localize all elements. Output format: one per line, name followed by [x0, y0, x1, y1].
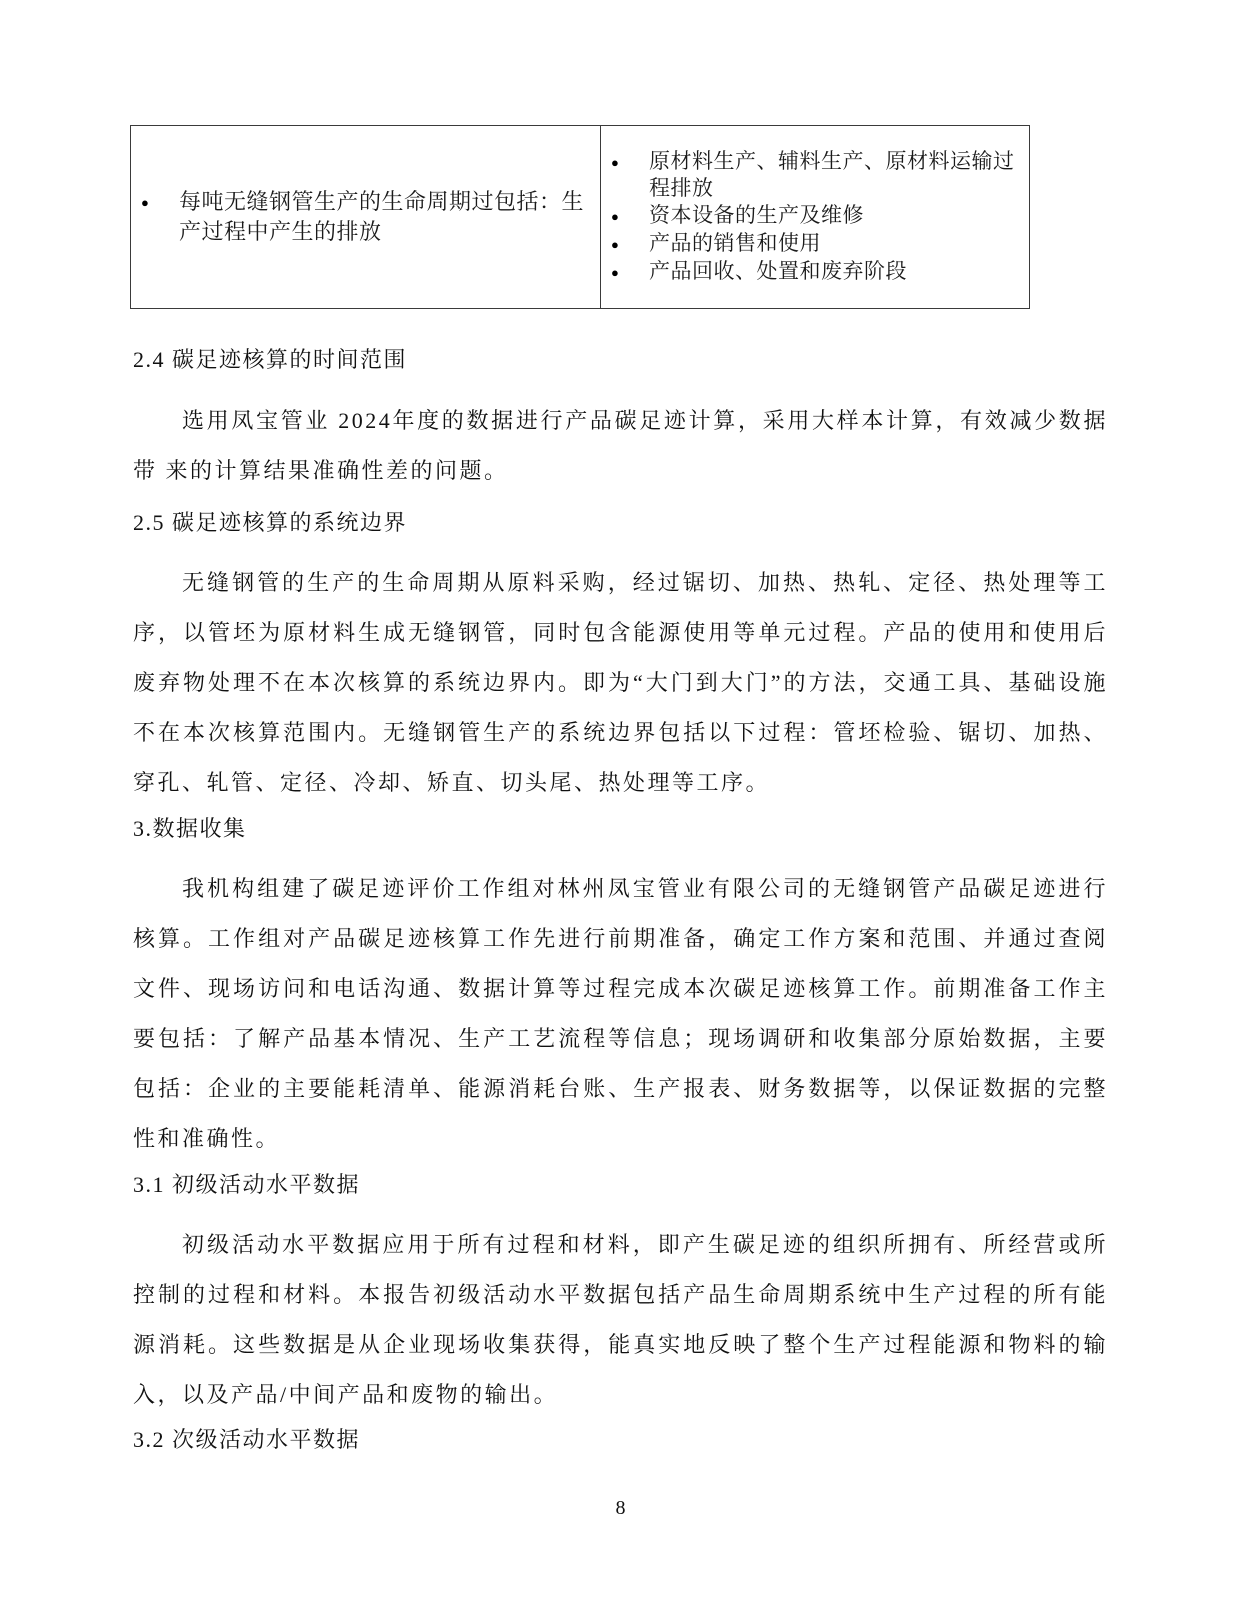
list-item	[141, 187, 588, 247]
table-left-item-text: 每吨无缝钢管生产的生命周期过包括：生产过程中产生的排放	[179, 189, 585, 244]
bullet-icon: ●	[611, 209, 619, 224]
lifecycle-emissions-table	[130, 125, 1030, 309]
section-heading-3-2: 3.2 次级活动水平数据	[133, 1427, 361, 1452]
bullet-icon: ●	[611, 155, 619, 170]
section-paragraph-2-5: 无缝钢管的生产的生命周期从原料采购，经过锯切、加热、热轧、定径、热处理等工序，以管坯为原材料生成无缝钢管，同时包含能源使用等单元过程。产品的使用和使用后废弃物处理不在本次核算的系统边界内。即为“大门到大门”的方法，交通工具、基础设施不在本次核算范围内。无缝钢管生产的系统边界包括以下过程：管坯检验、锯切、加热、穿孔、轧管、定径、冷却、矫直、切头尾、热处理等工序。	[133, 570, 1108, 795]
bullet-icon: ●	[611, 237, 619, 252]
list-item	[611, 148, 1017, 202]
table-cell-left	[131, 126, 601, 309]
list-item	[611, 230, 1017, 258]
section-paragraph-3-1: 初级活动水平数据应用于所有过程和材料，即产生碳足迹的组织所拥有、所经营或所控制的过程和材料。本报告初级活动水平数据包括产品生命周期系统中生产过程的所有能源消耗。这些数据是从企业现场收集获得，能真实地反映了整个生产过程能源和物料的输入，以及产品/中间产品和废物的输出。	[133, 1232, 1108, 1407]
bullet-icon: ●	[141, 195, 149, 210]
section-heading-3: 3.数据收集	[133, 816, 247, 841]
table-right-item-text: 产品的销售和使用	[649, 231, 821, 255]
section-paragraph-3: 我机构组建了碳足迹评价工作组对林州凤宝管业有限公司的无缝钢管产品碳足迹进行核算。工作组对产品碳足迹核算工作先进行前期准备，确定工作方案和范围、并通过查阅文件、现场访问和电话沟通、数据计算等过程完成本次碳足迹核算工作。前期准备工作主要包括：了解产品基本情况、生产工艺流程等信息；现场调研和收集部分原始数据，主要包括：企业的主要能耗清单、能源消耗台账、生产报表、财务数据等，以保证数据的完整性和准确性。	[133, 876, 1108, 1151]
table-row	[131, 126, 1030, 309]
section-heading-3-1: 3.1 初级活动水平数据	[133, 1172, 361, 1197]
table-right-item-text: 原材料生产、辅料生产、原材料运输过程排放	[649, 149, 1015, 200]
section-paragraph-2-4: 选用凤宝管业 2024年度的数据进行产品碳足迹计算，采用大样本计算，有效减少数据带 来的计算结果准确性差的问题。	[133, 408, 1108, 483]
list-item	[611, 258, 1017, 286]
page-number: 8	[615, 1497, 626, 1519]
section-heading-2-4: 2.4 碳足迹核算的时间范围	[133, 347, 408, 372]
table-cell-right	[601, 126, 1030, 309]
table-right-item-text: 资本设备的生产及维修	[649, 203, 864, 227]
table-right-item-text: 产品回收、处置和废弃阶段	[649, 259, 907, 283]
list-item	[611, 202, 1017, 230]
bullet-icon: ●	[611, 265, 619, 280]
section-heading-2-5: 2.5 碳足迹核算的系统边界	[133, 510, 408, 535]
